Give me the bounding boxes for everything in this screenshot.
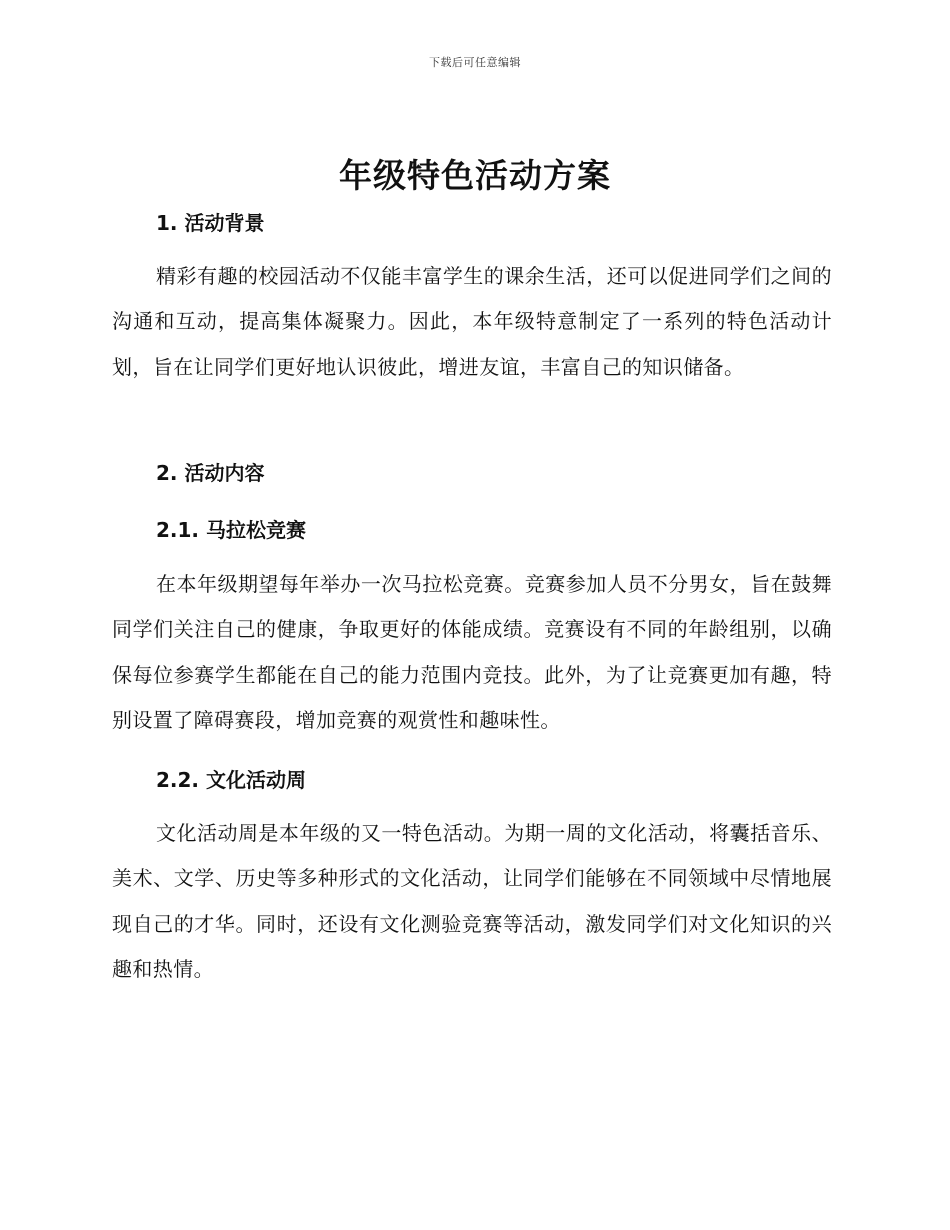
paragraph-background: 精彩有趣的校园活动不仅能丰富学生的课余生活，还可以促进同学们之间的沟通和互动，提高集体凝聚力。因此，本年级特意制定了一系列的特色活动计划，旨在让同学们更好地认识彼此，增进友谊，丰富自己的知识储备。 — [112, 264, 832, 379]
header-note: 下载后可任意编辑 — [429, 56, 521, 69]
section-heading-background: 1. 活动背景 — [156, 211, 265, 235]
page-title: 年级特色活动方案 — [339, 156, 611, 195]
paragraph-marathon: 在本年级期望每年举办一次马拉松竞赛。竞赛参加人员不分男女，旨在鼓舞同学们关注自己的健康，争取更好的体能成绩。竞赛设有不同的年龄组别，以确保每位参赛学生都能在自己的能力范围内竞技。此外，为了让竞赛更加有趣，特别设置了障碍赛段，增加竞赛的观赏性和趣味性。 — [112, 572, 832, 732]
section-heading-culture: 2.2. 文化活动周 — [156, 768, 306, 792]
section-heading-content: 2. 活动内容 — [156, 461, 265, 485]
section-heading-marathon: 2.1. 马拉松竞赛 — [156, 518, 306, 542]
paragraph-culture: 文化活动周是本年级的又一特色活动。为期一周的文化活动，将囊括音乐、美术、文学、历史等多种形式的文化活动，让同学们能够在不同领域中尽情地展现自己的才华。同时，还设有文化测验竞赛等活动，激发同学们对文化知识的兴趣和热情。 — [112, 821, 832, 981]
